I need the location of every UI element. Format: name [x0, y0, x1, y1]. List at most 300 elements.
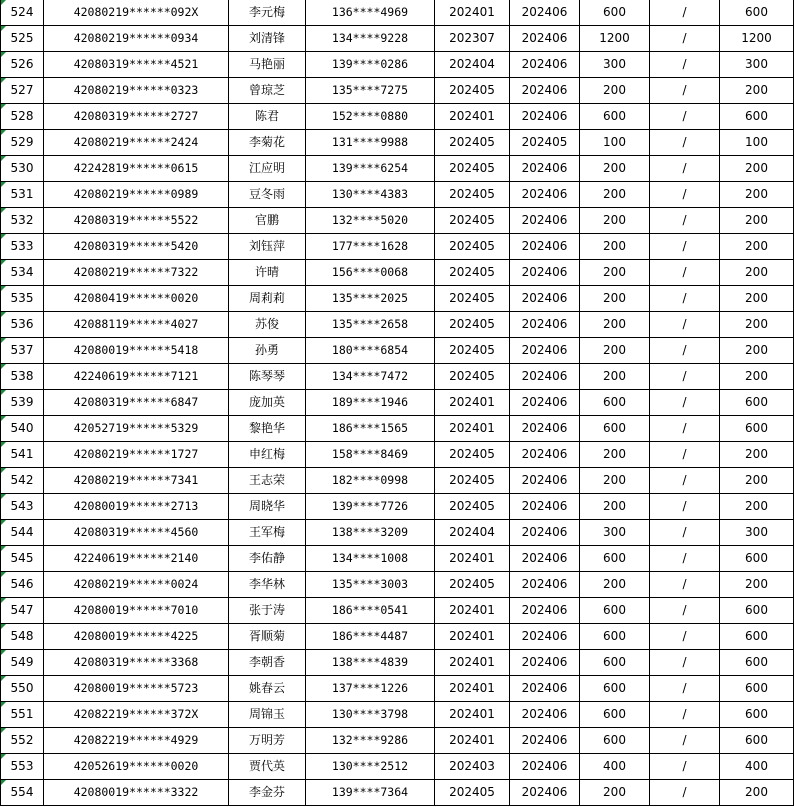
cell-amount[interactable]: 600	[580, 624, 650, 650]
cell-phone[interactable]: 130****2512	[306, 754, 435, 780]
cell-total[interactable]: 200	[720, 234, 794, 260]
cell-amount[interactable]: 200	[580, 338, 650, 364]
cell-row-number[interactable]: 534	[1, 260, 44, 286]
cell-row-number[interactable]: 536	[1, 312, 44, 338]
cell-name[interactable]: 官鹏	[229, 208, 306, 234]
cell-separator[interactable]: /	[650, 390, 720, 416]
cell-start-month[interactable]: 202405	[435, 78, 510, 104]
cell-marker-icon	[1, 0, 6, 5]
cell-name[interactable]: 李菊花	[229, 130, 306, 156]
cell-phone[interactable]: 182****0998	[306, 468, 435, 494]
cell-name[interactable]: 胥顺菊	[229, 624, 306, 650]
cell-name[interactable]: 李佑静	[229, 546, 306, 572]
cell-start-month[interactable]: 202405	[435, 494, 510, 520]
cell-marker-icon	[1, 650, 6, 655]
cell-separator[interactable]: /	[650, 546, 720, 572]
cell-separator[interactable]: /	[650, 442, 720, 468]
cell-phone[interactable]: 139****6254	[306, 156, 435, 182]
cell-row-number[interactable]: 548	[1, 624, 44, 650]
cell-start-month[interactable]: 202401	[435, 624, 510, 650]
table-row	[1, 702, 794, 728]
cell-separator[interactable]: /	[650, 234, 720, 260]
cell-total[interactable]: 600	[720, 0, 794, 26]
cell-phone[interactable]: 132****9286	[306, 728, 435, 754]
cell-id-number[interactable]: 42080019******5418	[44, 338, 229, 364]
cell-phone[interactable]: 132****5020	[306, 208, 435, 234]
cell-name[interactable]: 庞加英	[229, 390, 306, 416]
cell-separator[interactable]: /	[650, 702, 720, 728]
cell-end-month[interactable]: 202406	[510, 468, 580, 494]
cell-start-month[interactable]: 202401	[435, 676, 510, 702]
cell-separator[interactable]: /	[650, 754, 720, 780]
cell-end-month[interactable]: 202406	[510, 26, 580, 52]
cell-end-month[interactable]: 202406	[510, 156, 580, 182]
table-row	[1, 104, 794, 130]
cell-amount[interactable]: 200	[580, 364, 650, 390]
cell-start-month[interactable]: 202404	[435, 520, 510, 546]
cell-marker-icon	[1, 572, 6, 577]
cell-name[interactable]: 周锦玉	[229, 702, 306, 728]
cell-phone[interactable]: 186****1565	[306, 416, 435, 442]
cell-amount[interactable]: 300	[580, 520, 650, 546]
cell-marker-icon	[1, 728, 6, 733]
cell-row-number[interactable]: 537	[1, 338, 44, 364]
table-row	[1, 572, 794, 598]
cell-row-number[interactable]: 551	[1, 702, 44, 728]
cell-row-number[interactable]: 543	[1, 494, 44, 520]
cell-amount[interactable]: 600	[580, 598, 650, 624]
cell-end-month[interactable]: 202406	[510, 598, 580, 624]
cell-phone[interactable]: 134****1008	[306, 546, 435, 572]
cell-id-number[interactable]: 42080219******092X	[44, 0, 229, 26]
cell-total[interactable]: 300	[720, 52, 794, 78]
cell-end-month[interactable]: 202406	[510, 182, 580, 208]
cell-end-month[interactable]: 202406	[510, 728, 580, 754]
cell-total[interactable]: 600	[720, 702, 794, 728]
cell-start-month[interactable]: 202405	[435, 130, 510, 156]
cell-row-number[interactable]: 540	[1, 416, 44, 442]
cell-phone[interactable]: 130****3798	[306, 702, 435, 728]
cell-end-month[interactable]: 202406	[510, 0, 580, 26]
cell-row-number[interactable]: 528	[1, 104, 44, 130]
cell-start-month[interactable]: 202405	[435, 442, 510, 468]
cell-start-month[interactable]: 202405	[435, 312, 510, 338]
cell-marker-icon	[1, 754, 6, 759]
cell-name[interactable]: 周晓华	[229, 494, 306, 520]
cell-id-number[interactable]: 42080019******7010	[44, 598, 229, 624]
cell-amount[interactable]: 200	[580, 78, 650, 104]
cell-end-month[interactable]: 202406	[510, 364, 580, 390]
cell-amount[interactable]: 200	[580, 468, 650, 494]
table-row	[1, 130, 794, 156]
cell-start-month[interactable]: 202405	[435, 182, 510, 208]
cell-end-month[interactable]: 202406	[510, 442, 580, 468]
cell-row-number[interactable]: 538	[1, 364, 44, 390]
cell-separator[interactable]: /	[650, 78, 720, 104]
cell-name[interactable]: 刘清锋	[229, 26, 306, 52]
cell-amount[interactable]: 200	[580, 156, 650, 182]
cell-total[interactable]: 600	[720, 104, 794, 130]
cell-separator[interactable]: /	[650, 650, 720, 676]
cell-id-number[interactable]: 42080019******3322	[44, 780, 229, 806]
cell-total[interactable]: 600	[720, 390, 794, 416]
cell-separator[interactable]: /	[650, 312, 720, 338]
cell-phone[interactable]: 138****4839	[306, 650, 435, 676]
cell-phone[interactable]: 138****3209	[306, 520, 435, 546]
cell-amount[interactable]: 200	[580, 312, 650, 338]
cell-start-month[interactable]: 202404	[435, 52, 510, 78]
cell-id-number[interactable]: 42080019******2713	[44, 494, 229, 520]
cell-amount[interactable]: 600	[580, 702, 650, 728]
cell-total[interactable]: 200	[720, 208, 794, 234]
cell-end-month[interactable]: 202406	[510, 702, 580, 728]
cell-row-number[interactable]: 542	[1, 468, 44, 494]
cell-id-number[interactable]: 42080319******2727	[44, 104, 229, 130]
cell-total[interactable]: 600	[720, 416, 794, 442]
cell-id-number[interactable]: 42240619******2140	[44, 546, 229, 572]
table-row	[1, 26, 794, 52]
cell-total[interactable]: 200	[720, 780, 794, 806]
cell-total[interactable]: 200	[720, 442, 794, 468]
cell-separator[interactable]: /	[650, 598, 720, 624]
cell-phone[interactable]: 135****2658	[306, 312, 435, 338]
cell-name[interactable]: 苏俊	[229, 312, 306, 338]
cell-start-month[interactable]: 202401	[435, 416, 510, 442]
cell-phone[interactable]: 186****0541	[306, 598, 435, 624]
cell-separator[interactable]: /	[650, 494, 720, 520]
cell-marker-icon	[1, 390, 6, 395]
cell-id-number[interactable]: 42080319******5522	[44, 208, 229, 234]
table-row	[1, 494, 794, 520]
cell-separator[interactable]: /	[650, 364, 720, 390]
cell-amount[interactable]: 600	[580, 416, 650, 442]
cell-id-number[interactable]: 42082219******4929	[44, 728, 229, 754]
cell-amount[interactable]: 600	[580, 728, 650, 754]
cell-separator[interactable]: /	[650, 52, 720, 78]
cell-end-month[interactable]: 202406	[510, 520, 580, 546]
cell-amount[interactable]: 600	[580, 390, 650, 416]
cell-start-month[interactable]: 202405	[435, 780, 510, 806]
cell-name[interactable]: 许晴	[229, 260, 306, 286]
cell-end-month[interactable]: 202406	[510, 286, 580, 312]
cell-end-month[interactable]: 202406	[510, 260, 580, 286]
cell-end-month[interactable]: 202406	[510, 390, 580, 416]
cell-start-month[interactable]: 202401	[435, 390, 510, 416]
cell-phone[interactable]: 156****0068	[306, 260, 435, 286]
cell-id-number[interactable]: 42080019******5723	[44, 676, 229, 702]
cell-separator[interactable]: /	[650, 780, 720, 806]
cell-name[interactable]: 曾琼芝	[229, 78, 306, 104]
cell-id-number[interactable]: 42088119******4027	[44, 312, 229, 338]
cell-row-number[interactable]: 541	[1, 442, 44, 468]
cell-row-number[interactable]: 553	[1, 754, 44, 780]
cell-phone[interactable]: 134****7472	[306, 364, 435, 390]
cell-row-number[interactable]: 526	[1, 52, 44, 78]
cell-phone[interactable]: 139****7726	[306, 494, 435, 520]
cell-name[interactable]: 周莉莉	[229, 286, 306, 312]
cell-start-month[interactable]: 202405	[435, 468, 510, 494]
cell-amount[interactable]: 200	[580, 572, 650, 598]
cell-separator[interactable]: /	[650, 286, 720, 312]
cell-row-number[interactable]: 547	[1, 598, 44, 624]
cell-name[interactable]: 王志荣	[229, 468, 306, 494]
cell-end-month[interactable]: 202406	[510, 234, 580, 260]
cell-row-number[interactable]: 525	[1, 26, 44, 52]
cell-row-number[interactable]: 546	[1, 572, 44, 598]
cell-total[interactable]: 600	[720, 728, 794, 754]
cell-name[interactable]: 姚春云	[229, 676, 306, 702]
cell-end-month[interactable]: 202406	[510, 494, 580, 520]
cell-id-number[interactable]: 42242819******0615	[44, 156, 229, 182]
cell-end-month[interactable]: 202406	[510, 78, 580, 104]
cell-row-number[interactable]: 535	[1, 286, 44, 312]
cell-start-month[interactable]: 202401	[435, 650, 510, 676]
cell-name[interactable]: 贾代英	[229, 754, 306, 780]
cell-amount[interactable]: 600	[580, 546, 650, 572]
cell-id-number[interactable]: 42080219******2424	[44, 130, 229, 156]
cell-end-month[interactable]: 202406	[510, 572, 580, 598]
cell-separator[interactable]: /	[650, 208, 720, 234]
cell-amount[interactable]: 200	[580, 234, 650, 260]
cell-end-month[interactable]: 202406	[510, 52, 580, 78]
cell-end-month[interactable]: 202406	[510, 208, 580, 234]
cell-start-month[interactable]: 202403	[435, 754, 510, 780]
cell-separator[interactable]: /	[650, 0, 720, 26]
table-row	[1, 0, 794, 26]
cell-phone[interactable]: 130****4383	[306, 182, 435, 208]
cell-amount[interactable]: 600	[580, 676, 650, 702]
cell-phone[interactable]: 158****8469	[306, 442, 435, 468]
cell-phone[interactable]: 186****4487	[306, 624, 435, 650]
cell-start-month[interactable]: 202405	[435, 338, 510, 364]
cell-row-number[interactable]: 549	[1, 650, 44, 676]
cell-start-month[interactable]: 202405	[435, 260, 510, 286]
cell-name[interactable]: 李金芬	[229, 780, 306, 806]
cell-total[interactable]: 200	[720, 364, 794, 390]
cell-start-month[interactable]: 202401	[435, 728, 510, 754]
cell-total[interactable]: 200	[720, 468, 794, 494]
cell-separator[interactable]: /	[650, 26, 720, 52]
cell-phone[interactable]: 135****2025	[306, 286, 435, 312]
cell-start-month[interactable]: 202405	[435, 364, 510, 390]
cell-separator[interactable]: /	[650, 130, 720, 156]
cell-end-month[interactable]: 202406	[510, 754, 580, 780]
cell-row-number[interactable]: 552	[1, 728, 44, 754]
cell-row-number[interactable]: 529	[1, 130, 44, 156]
cell-end-month[interactable]: 202406	[510, 676, 580, 702]
cell-end-month[interactable]: 202406	[510, 312, 580, 338]
cell-amount[interactable]: 300	[580, 52, 650, 78]
table-row	[1, 416, 794, 442]
cell-start-month[interactable]: 202405	[435, 286, 510, 312]
cell-name[interactable]: 李朝香	[229, 650, 306, 676]
cell-total[interactable]: 200	[720, 338, 794, 364]
cell-separator[interactable]: /	[650, 156, 720, 182]
cell-separator[interactable]: /	[650, 260, 720, 286]
cell-total[interactable]: 1200	[720, 26, 794, 52]
cell-amount[interactable]: 200	[580, 780, 650, 806]
cell-start-month[interactable]: 202401	[435, 546, 510, 572]
cell-id-number[interactable]: 42080319******4521	[44, 52, 229, 78]
cell-name[interactable]: 李华林	[229, 572, 306, 598]
cell-total[interactable]: 600	[720, 650, 794, 676]
cell-separator[interactable]: /	[650, 468, 720, 494]
cell-row-number[interactable]: 554	[1, 780, 44, 806]
cell-amount[interactable]: 200	[580, 208, 650, 234]
cell-amount[interactable]: 200	[580, 494, 650, 520]
cell-name[interactable]: 李元梅	[229, 0, 306, 26]
cell-total[interactable]: 600	[720, 598, 794, 624]
cell-end-month[interactable]: 202406	[510, 338, 580, 364]
cell-separator[interactable]: /	[650, 338, 720, 364]
cell-total[interactable]: 300	[720, 520, 794, 546]
cell-id-number[interactable]: 42080219******7322	[44, 260, 229, 286]
cell-name[interactable]: 王军梅	[229, 520, 306, 546]
cell-name[interactable]: 马艳丽	[229, 52, 306, 78]
cell-end-month[interactable]: 202406	[510, 546, 580, 572]
cell-end-month[interactable]: 202406	[510, 650, 580, 676]
cell-end-month[interactable]: 202406	[510, 780, 580, 806]
cell-name[interactable]: 陈琴琴	[229, 364, 306, 390]
cell-row-number[interactable]: 532	[1, 208, 44, 234]
cell-total[interactable]: 600	[720, 676, 794, 702]
cell-id-number[interactable]: 42080019******4225	[44, 624, 229, 650]
cell-row-number[interactable]: 545	[1, 546, 44, 572]
cell-separator[interactable]: /	[650, 676, 720, 702]
cell-end-month[interactable]: 202406	[510, 624, 580, 650]
table-row	[1, 598, 794, 624]
cell-amount[interactable]: 200	[580, 442, 650, 468]
cell-end-month[interactable]: 202406	[510, 104, 580, 130]
cell-id-number[interactable]: 42080419******0020	[44, 286, 229, 312]
cell-start-month[interactable]: 202405	[435, 572, 510, 598]
cell-name[interactable]: 孙勇	[229, 338, 306, 364]
cell-total[interactable]: 200	[720, 78, 794, 104]
cell-total[interactable]: 400	[720, 754, 794, 780]
cell-phone[interactable]: 135****3003	[306, 572, 435, 598]
cell-amount[interactable]: 100	[580, 130, 650, 156]
cell-name[interactable]: 豆冬雨	[229, 182, 306, 208]
cell-id-number[interactable]: 42080319******3368	[44, 650, 229, 676]
cell-phone[interactable]: 131****9988	[306, 130, 435, 156]
cell-row-number[interactable]: 539	[1, 390, 44, 416]
cell-separator[interactable]: /	[650, 104, 720, 130]
cell-phone[interactable]: 135****7275	[306, 78, 435, 104]
table-row	[1, 676, 794, 702]
cell-phone[interactable]: 189****1946	[306, 390, 435, 416]
cell-start-month[interactable]: 202401	[435, 0, 510, 26]
cell-row-number[interactable]: 531	[1, 182, 44, 208]
cell-total[interactable]: 200	[720, 494, 794, 520]
table-row	[1, 182, 794, 208]
table-row	[1, 624, 794, 650]
cell-id-number[interactable]: 42080219******0934	[44, 26, 229, 52]
table-row	[1, 650, 794, 676]
cell-name[interactable]: 江应明	[229, 156, 306, 182]
cell-name[interactable]: 刘钰萍	[229, 234, 306, 260]
cell-start-month[interactable]: 202405	[435, 208, 510, 234]
cell-id-number[interactable]: 42052719******5329	[44, 416, 229, 442]
cell-phone[interactable]: 180****6854	[306, 338, 435, 364]
cell-start-month[interactable]: 202405	[435, 234, 510, 260]
cell-amount[interactable]: 200	[580, 286, 650, 312]
cell-id-number[interactable]: 42080319******6847	[44, 390, 229, 416]
cell-id-number[interactable]: 42080219******0024	[44, 572, 229, 598]
cell-total[interactable]: 600	[720, 546, 794, 572]
cell-amount[interactable]: 1200	[580, 26, 650, 52]
cell-end-month[interactable]: 202406	[510, 416, 580, 442]
cell-amount[interactable]: 600	[580, 0, 650, 26]
cell-phone[interactable]: 137****1226	[306, 676, 435, 702]
cell-total[interactable]: 200	[720, 260, 794, 286]
cell-amount[interactable]: 600	[580, 104, 650, 130]
cell-amount[interactable]: 600	[580, 650, 650, 676]
cell-phone[interactable]: 177****1628	[306, 234, 435, 260]
cell-name[interactable]: 张于涛	[229, 598, 306, 624]
cell-row-number[interactable]: 524	[1, 0, 44, 26]
cell-total[interactable]: 200	[720, 572, 794, 598]
cell-separator[interactable]: /	[650, 728, 720, 754]
cell-amount[interactable]: 400	[580, 754, 650, 780]
cell-id-number[interactable]: 42080219******0989	[44, 182, 229, 208]
cell-total[interactable]: 100	[720, 130, 794, 156]
cell-separator[interactable]: /	[650, 520, 720, 546]
cell-separator[interactable]: /	[650, 416, 720, 442]
cell-phone[interactable]: 136****4969	[306, 0, 435, 26]
cell-id-number[interactable]: 42240619******7121	[44, 364, 229, 390]
cell-id-number[interactable]: 42080319******4560	[44, 520, 229, 546]
cell-total[interactable]: 200	[720, 182, 794, 208]
cell-row-number[interactable]: 527	[1, 78, 44, 104]
cell-name[interactable]: 申红梅	[229, 442, 306, 468]
cell-amount[interactable]: 200	[580, 260, 650, 286]
cell-row-number[interactable]: 544	[1, 520, 44, 546]
cell-name[interactable]: 万明芳	[229, 728, 306, 754]
cell-id-number[interactable]: 42080219******0323	[44, 78, 229, 104]
cell-start-month[interactable]: 202401	[435, 104, 510, 130]
cell-marker-icon	[1, 78, 6, 83]
cell-marker-icon	[1, 598, 6, 603]
cell-id-number[interactable]: 42082219******372X	[44, 702, 229, 728]
cell-separator[interactable]: /	[650, 624, 720, 650]
cell-id-number[interactable]: 42080219******1727	[44, 442, 229, 468]
cell-start-month[interactable]: 202405	[435, 156, 510, 182]
cell-phone[interactable]: 152****0880	[306, 104, 435, 130]
cell-total[interactable]: 200	[720, 156, 794, 182]
cell-start-month[interactable]: 202401	[435, 598, 510, 624]
cell-phone[interactable]: 139****0286	[306, 52, 435, 78]
cell-separator[interactable]: /	[650, 182, 720, 208]
cell-amount[interactable]: 200	[580, 182, 650, 208]
cell-total[interactable]: 600	[720, 624, 794, 650]
cell-separator[interactable]: /	[650, 572, 720, 598]
cell-row-number[interactable]: 533	[1, 234, 44, 260]
cell-name[interactable]: 陈君	[229, 104, 306, 130]
cell-phone[interactable]: 139****7364	[306, 780, 435, 806]
cell-id-number[interactable]: 42080319******5420	[44, 234, 229, 260]
cell-start-month[interactable]: 202401	[435, 702, 510, 728]
cell-row-number[interactable]: 550	[1, 676, 44, 702]
cell-total[interactable]: 200	[720, 286, 794, 312]
cell-id-number[interactable]: 42052619******0020	[44, 754, 229, 780]
cell-start-month[interactable]: 202307	[435, 26, 510, 52]
cell-total[interactable]: 200	[720, 312, 794, 338]
cell-row-number[interactable]: 530	[1, 156, 44, 182]
cell-id-number[interactable]: 42080219******7341	[44, 468, 229, 494]
cell-name[interactable]: 黎艳华	[229, 416, 306, 442]
cell-end-month[interactable]: 202405	[510, 130, 580, 156]
cell-phone[interactable]: 134****9228	[306, 26, 435, 52]
